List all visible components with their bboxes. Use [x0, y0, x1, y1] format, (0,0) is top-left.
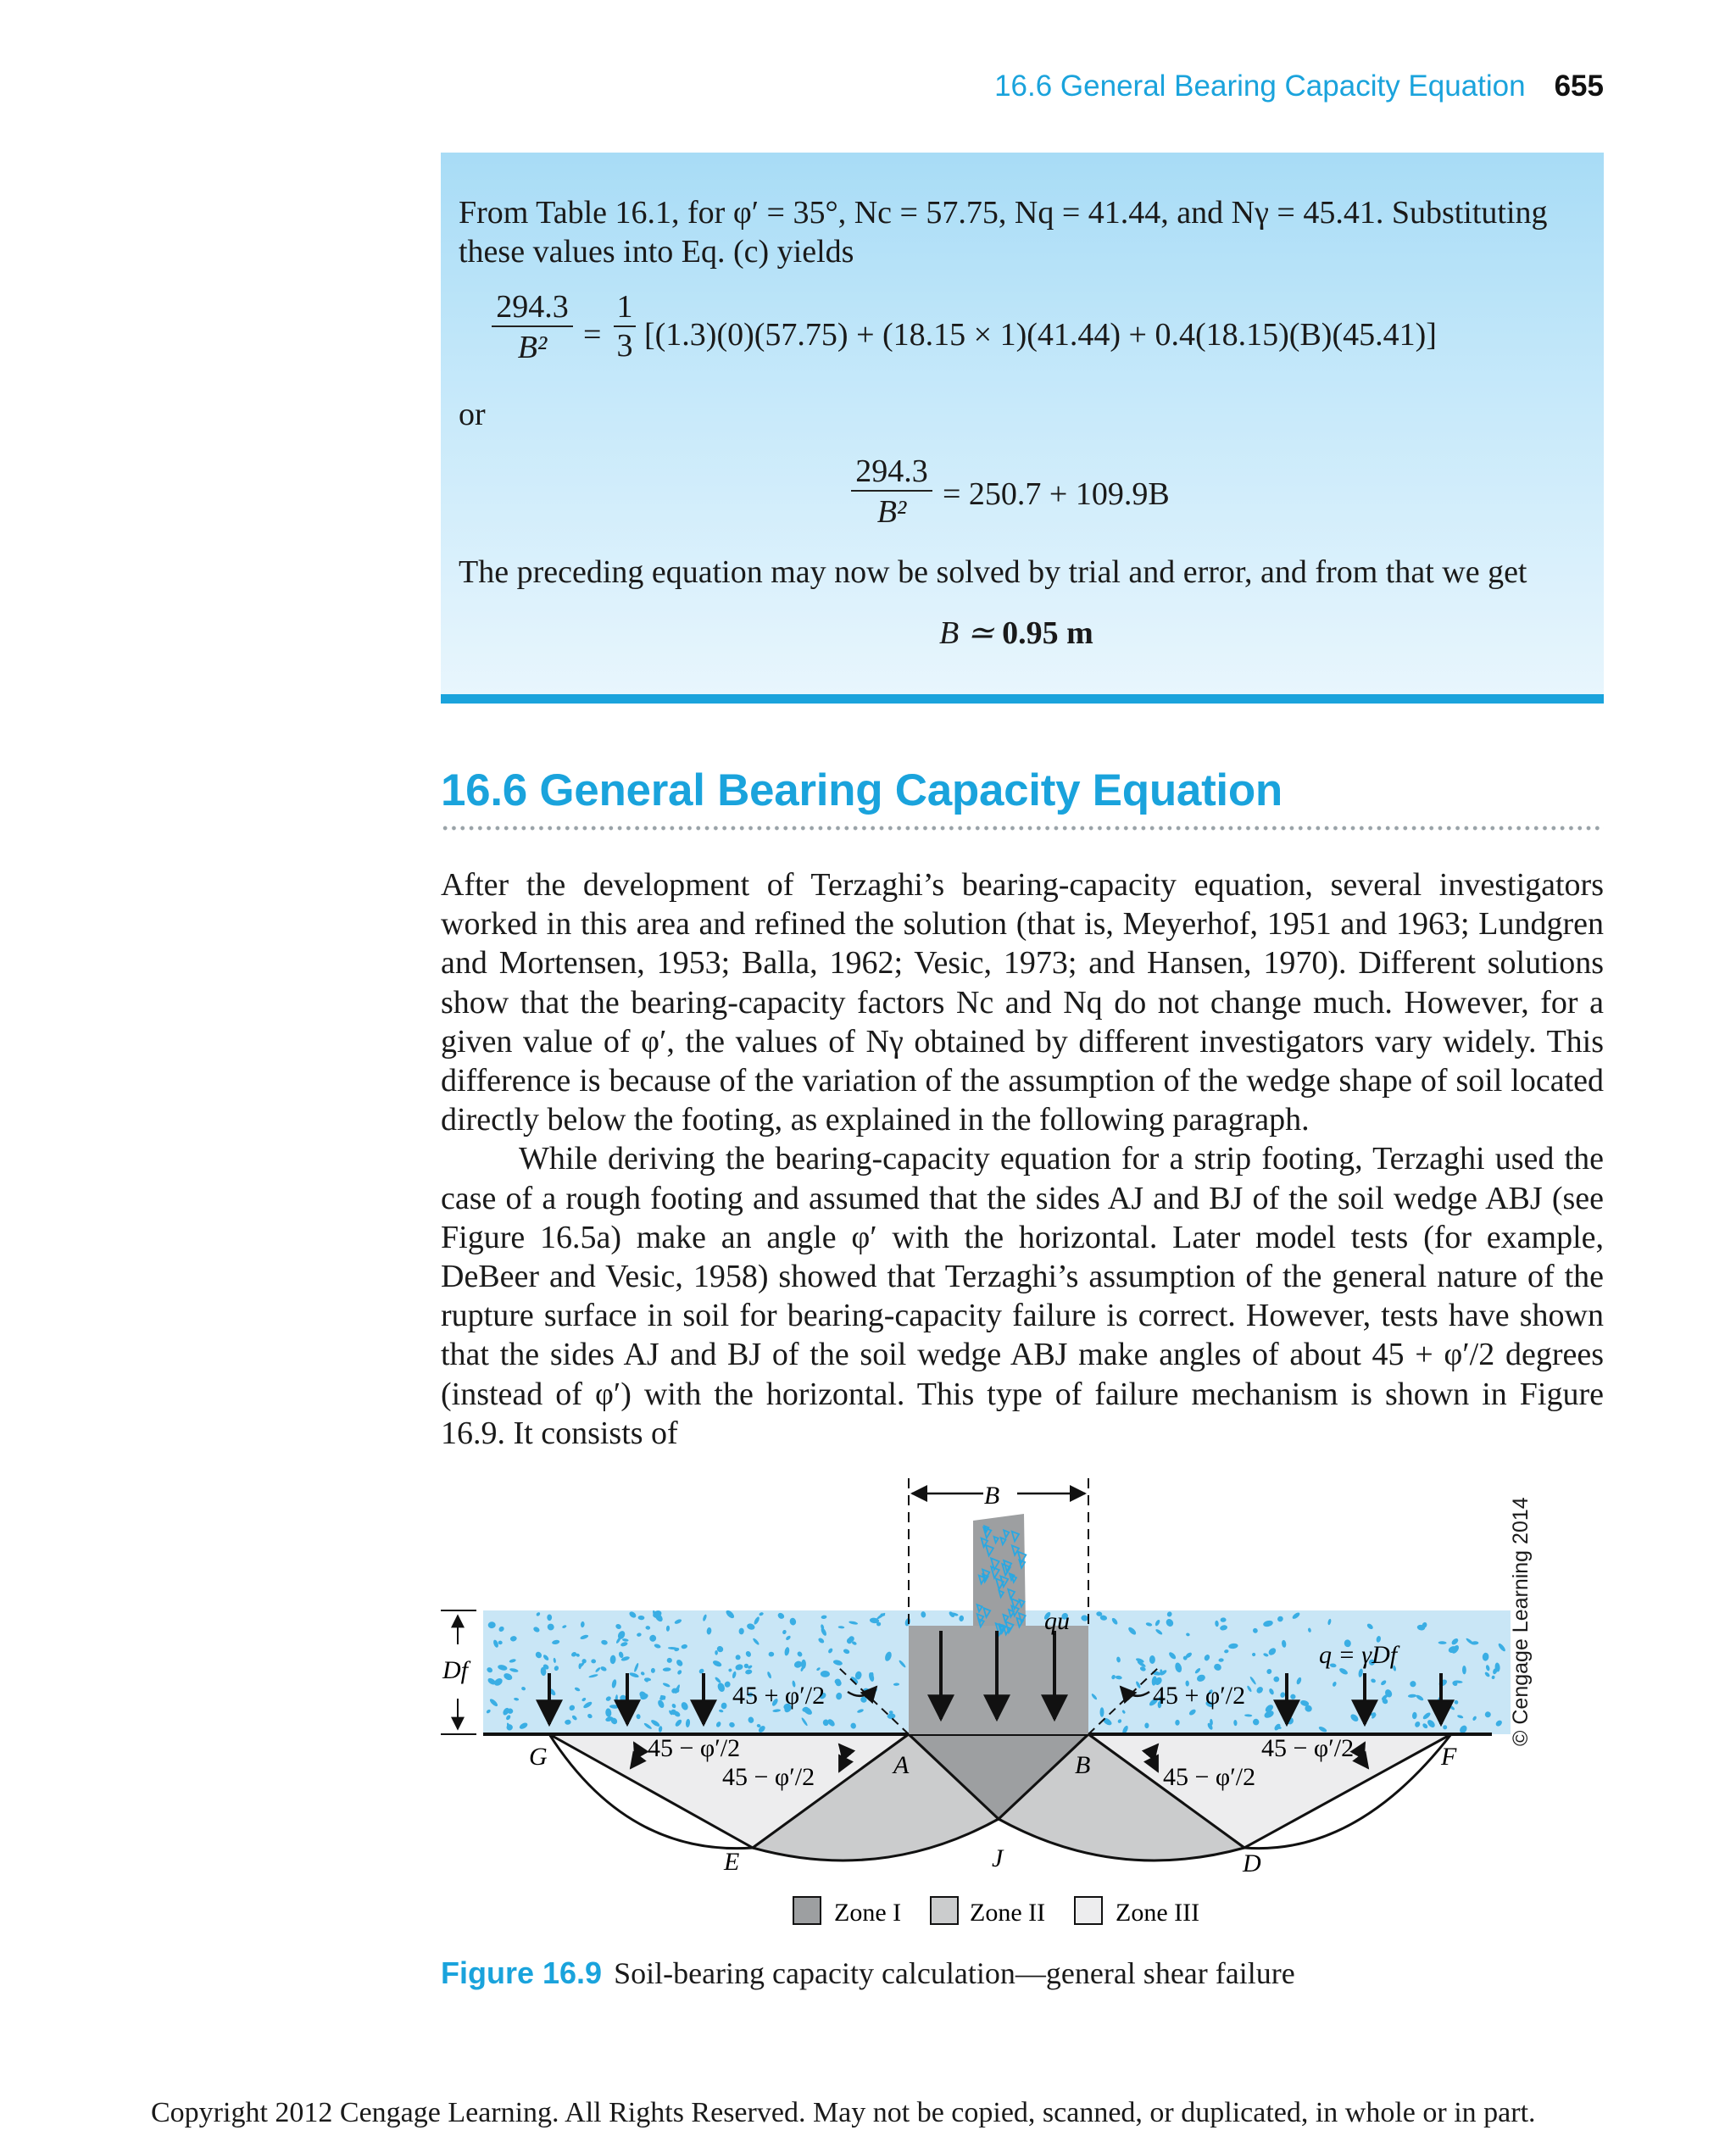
example-line-1: From Table 16.1, for φ′ = 35°, Nc = 57.75, Nq = 41.44, and Nγ = 45.41. Substituting: [459, 195, 1548, 231]
angle-label-g: 45 − φ′/2: [648, 1734, 741, 1762]
example-line-2: these values into Eq. (c) yields: [459, 234, 854, 270]
point-g: G: [529, 1743, 548, 1771]
angle-label-right-top: 45 + φ′/2: [1153, 1682, 1246, 1710]
point-f: F: [1441, 1743, 1457, 1771]
point-b: B: [1075, 1751, 1091, 1779]
page-number: 655: [1554, 70, 1604, 103]
legend-zone-ii: Zone II: [970, 1899, 1046, 1927]
figure-credit: © Cengage Learning 2014: [1509, 1497, 1533, 1746]
eq2-numerator: 294.3: [855, 453, 928, 489]
paragraph-1: After the development of Terzaghi’s bearing-capacity equation, several investigators worked in this area and refined the solution (that is, Meyerhof, 1951 and 1963; Lundgren and Mortensen, 1953; Balla, 1962; Vesic, 1973; and Hansen, 1970). Different solutions show that the bearing-capacity factors Nc and Nq do not change much. However, for a given value of φ′, the values of Nγ obtained by different investigators vary widely. This difference is because of the variation of the assumption of the wedge shape of soil located directly below the footing, as explained in the following paragraph.: [441, 867, 1604, 1138]
angle-label-b: 45 − φ′/2: [1163, 1763, 1256, 1791]
eq1-rhs: [(1.3)(0)(57.75) + (18.15 × 1)(41.44) + 0.4(18.15)(B)(45.41)]: [644, 317, 1437, 353]
result-value: 0.95 m: [1002, 615, 1093, 651]
angle-label-f: 45 − φ′/2: [1261, 1734, 1355, 1762]
caption-label: Figure 16.9: [441, 1955, 603, 1990]
point-j: J: [992, 1844, 1004, 1872]
point-d: D: [1243, 1849, 1261, 1877]
eq1-frac-num: 1: [616, 289, 633, 325]
soil-speckle: [1100, 1707, 1104, 1717]
running-head-section: 16.6 General Bearing Capacity Equation: [994, 70, 1526, 103]
point-a: A: [893, 1751, 910, 1779]
angle-label-a: 45 − φ′/2: [722, 1763, 815, 1791]
legend-zone-i: Zone I: [834, 1899, 902, 1927]
copyright-footer: Copyright 2012 Cengage Learning. All Rights Reserved. May not be copied, scanned, or duplicated, in whole or in part.: [151, 2097, 1536, 2128]
soil-speckle: [675, 1688, 679, 1693]
point-e: E: [724, 1848, 740, 1876]
legend-swatch-zone-ii: [931, 1897, 958, 1924]
eq2-denominator: B²: [876, 494, 907, 530]
label-df: Df: [442, 1656, 468, 1684]
or-word: or: [459, 397, 486, 432]
label-qu: qu: [1044, 1607, 1070, 1635]
eq1-numerator: 294.3: [496, 289, 569, 325]
label-b-width: B: [983, 1482, 1000, 1510]
angle-label-left-top: 45 + φ′/2: [732, 1682, 826, 1710]
eq1-equals: =: [583, 317, 602, 353]
soil-speckle: [667, 1658, 672, 1663]
result-lhs: B ≃: [939, 615, 1003, 651]
eq1-denominator: B²: [517, 330, 548, 365]
soil-speckle: [823, 1720, 829, 1727]
legend-swatch-zone-iii: [1075, 1897, 1102, 1924]
example-line-3: The preceding equation may now be solved by trial and error, and from that we get: [459, 554, 1527, 590]
section-heading: 16.6 General Bearing Capacity Equation: [441, 765, 1283, 815]
figure-caption: [441, 1955, 1295, 1991]
eq2-rhs: = 250.7 + 109.9B: [943, 476, 1170, 512]
legend-zone-iii: Zone III: [1116, 1899, 1200, 1927]
label-q: q = γDf: [1319, 1641, 1398, 1669]
legend-swatch-zone-i: [793, 1897, 821, 1924]
paragraph-2: While deriving the bearing-capacity equation for a strip footing, Terzaghi used the case of a rough footing and assumed that the sides AJ and BJ of the soil wedge ABJ (see Figure 16.5a) make an angle φ′ with the horizontal. Later model tests (for example, DeBeer and Vesic, 1958) showed that Terzaghi’s assumption of the general nature of the rupture surface in soil for bearing-capacity failure is correct. However, tests have shown that the sides AJ and BJ of the soil wedge ABJ make angles of about 45 + φ′/2 degrees (instead of φ′) with the horizontal. This type of failure mechanism is shown in Figure 16.9. It consists of: [441, 1141, 1604, 1451]
soil-speckle: [1149, 1655, 1155, 1664]
caption-text: Soil-bearing capacity calculation—general shear failure: [614, 1956, 1295, 1990]
eq1-frac-den: 3: [614, 325, 636, 364]
soil-speckle: [547, 1615, 552, 1621]
